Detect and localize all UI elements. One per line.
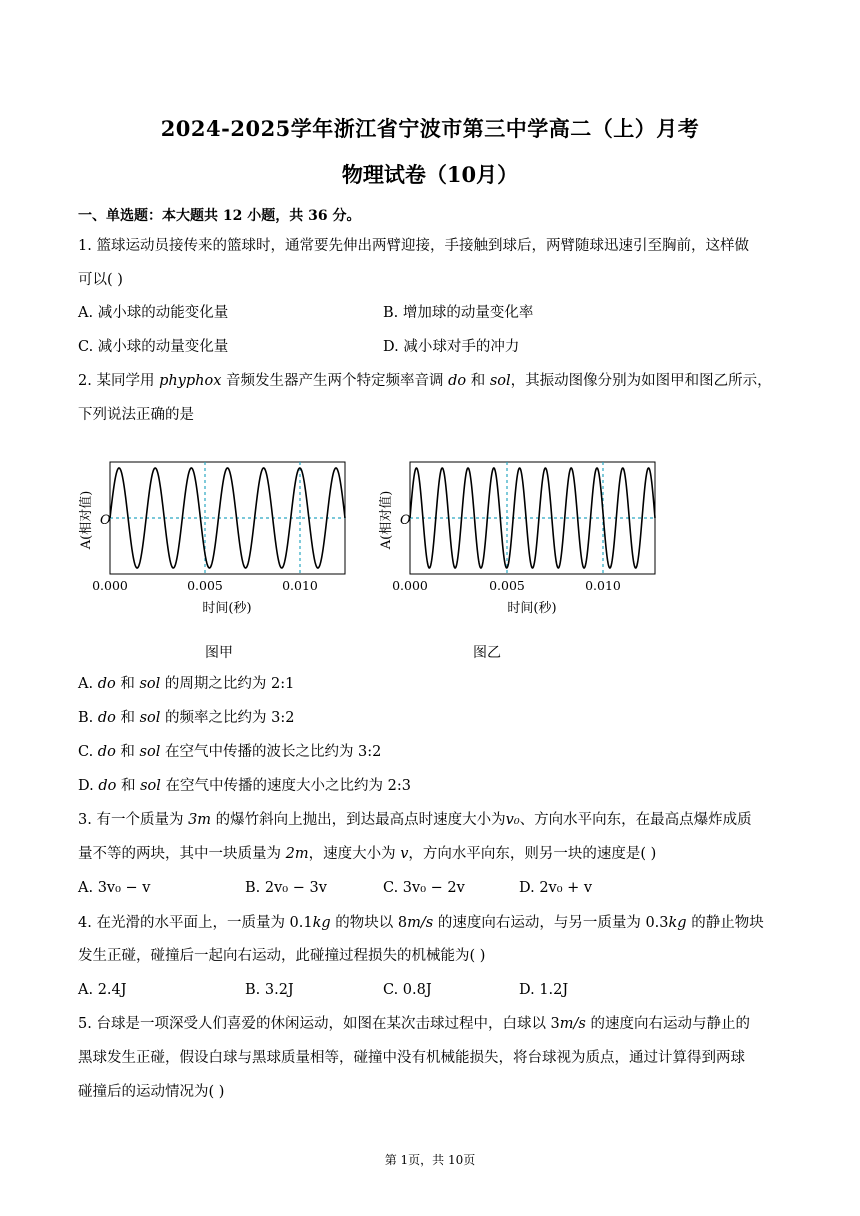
x-axis-label: 时间(秒) [507,601,557,616]
figure-jia-waveform [79,440,372,630]
figure-yi-waveform [379,440,672,630]
figure-yi-caption: 图乙 [473,645,501,661]
q3-option-b: B. 2v₀ − 3v [245,880,327,896]
q2-option-a: A. do 和 sol 的周期之比约为 2:1 [78,676,295,692]
tick-label: 0.000 [92,578,128,593]
q5-stem-line3: 碰撞后的运动情况为( ) [78,1084,225,1100]
y-axis-label: A(相对值) [79,490,94,550]
tick-label: 0.000 [392,578,428,593]
origin-label: O [100,513,111,528]
q2-stem-line1: 2. 某同学用 phyphox 音频发生器产生两个特定频率音调 do 和 sol，其振动图像分别为如图甲和图乙所示， [78,373,772,389]
page-footer: 第 1页，共 10页 [384,1153,476,1167]
q3-stem-line1: 3. 有一个质量为 3m 的爆竹斜向上抛出，到达最高点时速度大小为v₀、方向水平向东，在最高点爆炸成质 [78,812,752,828]
q2-stem-line2: 下列说法正确的是 [78,407,194,423]
q4-option-b: B. 3.2J [245,982,294,998]
q2-option-b: B. do 和 sol 的频率之比约为 3:2 [78,710,295,726]
q1-stem-line2: 可以( ) [78,272,123,288]
exam-title: 2024-2025学年浙江省宁波市第三中学高二（上）月考 [160,116,700,141]
origin-label: O [400,513,411,528]
tick-label: 0.010 [585,578,621,593]
tick-label: 0.005 [187,578,223,593]
y-axis-label: A(相对值) [379,490,394,550]
q3-option-d: D. 2v₀ + v [519,880,593,896]
tick-label: 0.010 [282,578,318,593]
q1-option-b: B. 增加球的动量变化率 [383,305,534,321]
q1-stem-line1: 1. 篮球运动员接传来的篮球时，通常要先伸出两臂迎接，手接触到球后，两臂随球迅速引至胸前，这样做 [78,238,749,254]
section-heading: 一、单选题：本大题共 12 小题，共 36 分。 [78,208,361,224]
q4-option-a: A. 2.4J [78,982,127,998]
q4-option-c: C. 0.8J [383,982,432,998]
q3-option-c: C. 3v₀ − 2v [383,880,465,896]
q2-option-c: C. do 和 sol 在空气中传播的波长之比约为 3:2 [78,744,382,760]
q1-option-c: C. 减小球的动量变化量 [78,339,229,355]
q1-option-a: A. 减小球的动能变化量 [78,305,229,321]
q4-stem-line1: 4. 在光滑的水平面上，一质量为 0.1kg 的物块以 8m/s 的速度向右运动，与另一质量为 0.3kg 的静止物块 [78,915,764,931]
q5-stem-line1: 5. 台球是一项深受人们喜爱的休闲运动，如图在某次击球过程中，白球以 3m/s 的速度向右运动与静止的 [78,1016,750,1032]
q3-stem-line2: 量不等的两块，其中一块质量为 2m，速度大小为 v，方向水平向东，则另一块的速度是( ) [78,846,657,862]
exam-subtitle: 物理试卷（10月） [341,162,519,187]
q5-stem-line2: 黑球发生正碰，假设白球与黑球质量相等，碰撞中没有机械能损失，将台球视为质点，通过计算得到两球 [78,1050,745,1066]
q4-option-d: D. 1.2J [519,982,569,998]
tick-label: 0.005 [489,578,525,593]
q4-stem-line2: 发生正碰，碰撞后一起向右运动，此碰撞过程损失的机械能为( ) [78,948,486,964]
q1-option-d: D. 减小球对手的冲力 [383,339,520,355]
figure-jia-caption: 图甲 [205,645,233,661]
x-axis-label: 时间(秒) [202,601,252,616]
q3-option-a: A. 3v₀ − v [78,880,151,896]
q2-option-d: D. do 和 sol 在空气中传播的速度大小之比约为 2:3 [78,778,411,794]
